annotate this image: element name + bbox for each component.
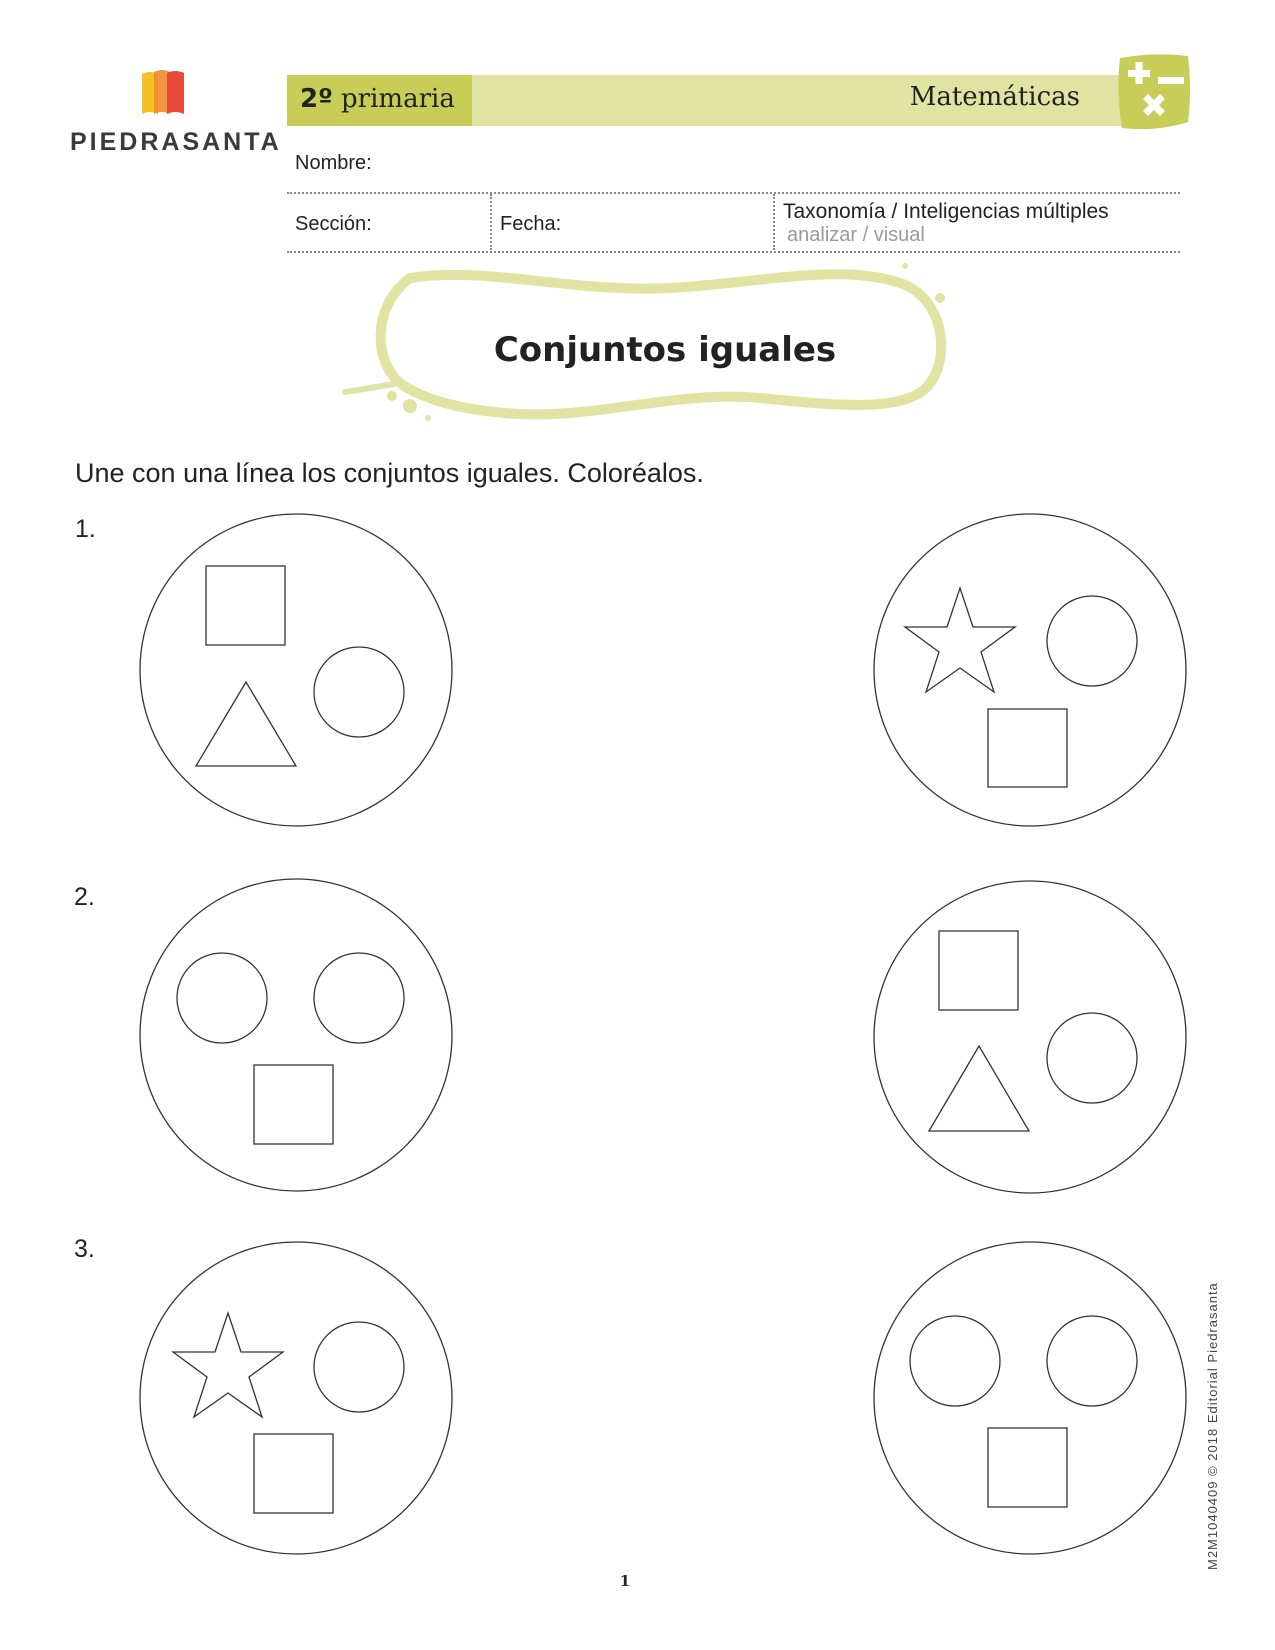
grade-level: primaria bbox=[341, 84, 455, 114]
square-shape bbox=[206, 566, 285, 645]
star-shape bbox=[173, 1313, 283, 1417]
date-field-label: Fecha: bbox=[500, 213, 562, 235]
set-circle-outline[interactable] bbox=[874, 514, 1186, 826]
square-shape bbox=[939, 931, 1018, 1010]
name-field-label: Nombre: bbox=[295, 152, 372, 174]
grade-number: 2º bbox=[300, 84, 333, 114]
circle-shape bbox=[177, 953, 267, 1043]
square-shape bbox=[254, 1065, 333, 1144]
triangle-shape bbox=[196, 682, 296, 766]
square-shape bbox=[988, 709, 1067, 787]
circle-shape bbox=[314, 647, 404, 737]
circle-shape bbox=[1047, 1013, 1137, 1103]
square-shape bbox=[988, 1428, 1067, 1507]
publisher-name: PIEDRASANTA bbox=[70, 128, 282, 156]
taxonomy-label: Taxonomía / Inteligencias múltiples bbox=[783, 200, 1109, 223]
set-circle-outline[interactable] bbox=[140, 1242, 452, 1554]
circle-shape bbox=[1047, 1316, 1137, 1406]
subject-label: Matemáticas bbox=[909, 82, 1080, 112]
circle-shape bbox=[314, 1322, 404, 1412]
instruction-text: Une con una línea los conjuntos iguales. Coloréalos. bbox=[75, 458, 704, 488]
section-field-label: Sección: bbox=[295, 213, 372, 235]
taxonomy-values: analizar / visual bbox=[787, 224, 925, 246]
triangle-shape bbox=[929, 1046, 1029, 1131]
page-number: 1 bbox=[619, 1572, 631, 1590]
item-number: 1. bbox=[75, 515, 96, 543]
circle-shape bbox=[314, 953, 404, 1043]
circle-shape bbox=[1047, 596, 1137, 686]
copyright-text: M2M1040409 © 2018 Editorial Piedrasanta bbox=[1205, 1282, 1220, 1570]
circle-shape bbox=[910, 1316, 1000, 1406]
item-number: 3. bbox=[74, 1235, 95, 1263]
item-number: 2. bbox=[74, 883, 95, 911]
worksheet-title: Conjuntos iguales bbox=[493, 330, 837, 370]
square-shape bbox=[254, 1434, 333, 1513]
set-circle-outline[interactable] bbox=[874, 881, 1186, 1193]
set-circle-outline[interactable] bbox=[140, 514, 452, 826]
star-shape bbox=[905, 588, 1015, 692]
